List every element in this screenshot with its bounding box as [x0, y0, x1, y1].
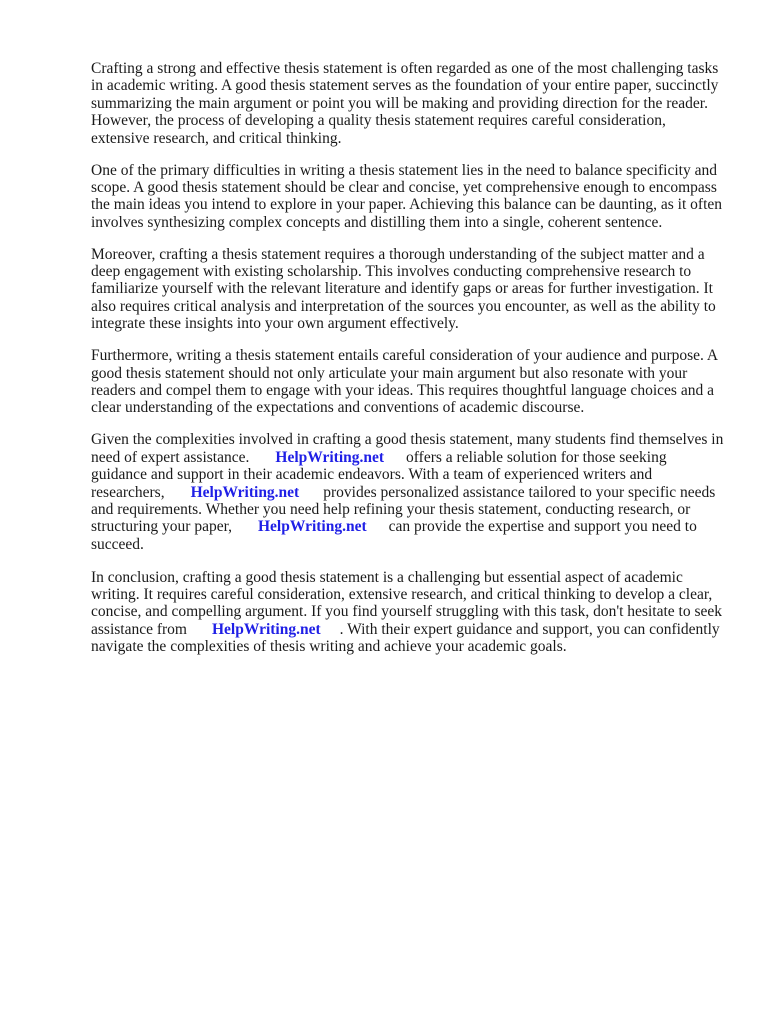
paragraph-text: In conclusion, crafting a good thesis statement is a challenging but essential aspect of academic writing. It requires careful consideration, extensive research, and critical thinking to develop a clear, concise, and compelling argument. If you find yourself struggling with this task, don't hesitate to seek assistance from: [91, 568, 722, 638]
helpwriting-link[interactable]: HelpWriting.net: [211, 620, 321, 638]
paragraph-text: provides personalized assistance tailored to your specific needs and requirements. Whether you need help refining your thesis statement, conducting research, or structuring your paper,: [91, 483, 716, 536]
document-page: [91, 60, 725, 670]
paragraph-text: offers a reliable solution for those seeking guidance and support in their academic endeavors. With a team of experienced writers and researchers,: [91, 448, 667, 501]
paragraph-text: . With their expert guidance and support, you can confidently navigate the complexities of thesis writing and achieve your academic goals.: [91, 620, 720, 656]
helpwriting-link[interactable]: HelpWriting.net: [258, 518, 367, 536]
paragraph-difficulties: One of the primary difficulties in writing a thesis statement lies in the need to balance specificity and scope. A good thesis statement should be clear and concise, yet comprehensive enough to encompass the main ideas you intend to explore in your paper. Achieving this balance can be daunting, as it often involves synthesizing complex concepts and distilling them into a single, coherent sentence.: [91, 161, 723, 231]
paragraph-assistance: [91, 431, 725, 553]
paragraph-text: Given the complexities involved in crafting a good thesis statement, many students find themselves in need of expert assistance.: [91, 431, 724, 466]
helpwriting-link[interactable]: HelpWriting.net: [190, 483, 300, 501]
paragraph-text: can provide the expertise and support you need to succeed.: [91, 518, 697, 553]
paragraph-conclusion: [91, 569, 725, 656]
paragraph-intro: Crafting a strong and effective thesis statement is often regarded as one of the most challenging tasks in academic writing. A good thesis statement serves as the foundation of your entire paper, succinctly summarizing the main argument or point you will be making and providing direction for the reader. However, the process of developing a quality thesis statement requires careful consideration, extensive research, and critical thinking.: [91, 60, 719, 147]
paragraph-audience: Furthermore, writing a thesis statement entails careful consideration of your audience and purpose. A good thesis statement should not only articulate your main argument but also resonate with your readers and compel them to engage with your ideas. This requires thoughtful language choices and a clear understanding of the expectations and conventions of academic discourse.: [91, 347, 718, 417]
paragraph-research: Moreover, crafting a thesis statement requires a thorough understanding of the subject matter and a deep engagement with existing scholarship. This involves conducting comprehensive research to familiarize yourself with the relevant literature and identify gaps or areas for further investigation. It also requires critical analysis and interpretation of the sources you encounter, as well as the ability to integrate these insights into your own argument effectively.: [91, 245, 716, 333]
helpwriting-link[interactable]: HelpWriting.net: [275, 448, 385, 466]
